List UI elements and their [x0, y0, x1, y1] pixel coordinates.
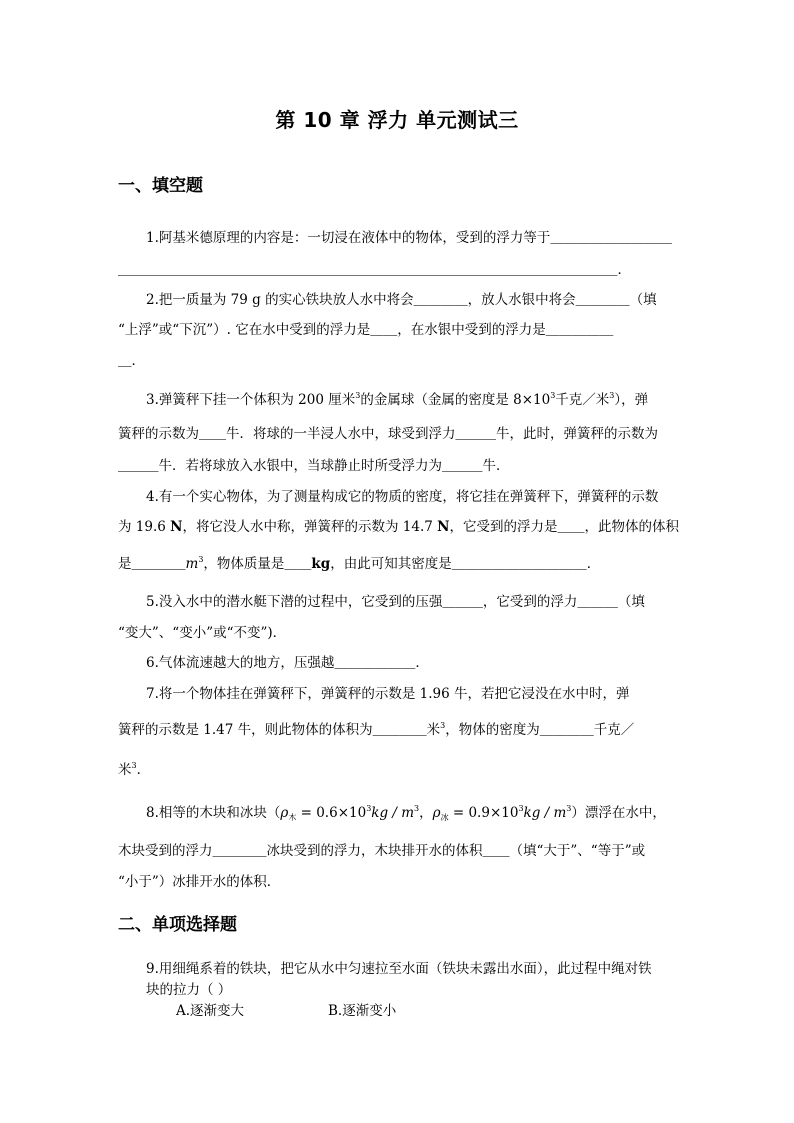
q7-line-3: 米$^3$．	[118, 761, 151, 778]
q2-line-1: 2.把一质量为 79 g 的实心铁块放人水中将会＿＿＿＿，放人水银中将会＿＿＿＿（填	[146, 292, 657, 308]
q8-text-2: ）漂浮在水中，	[571, 805, 666, 821]
q4-unit-n-2: N	[437, 519, 450, 535]
q4-text-6: ，由此可知其密度是＿＿＿＿＿＿＿＿＿＿．	[330, 556, 601, 572]
q2-line-3: ＿．	[118, 353, 145, 369]
q8-rho-1: ρ	[280, 805, 289, 821]
q9-option-b: B.逐渐变小	[328, 1003, 397, 1019]
q4-unit-kg: kg	[311, 556, 331, 572]
q8-text-1: 8.相等的木块和冰块（	[146, 805, 281, 821]
q2-line-2: “上浮”或“下沉”）. 它在水中受到的浮力是＿＿，在水银中受到的浮力是＿＿＿＿＿	[118, 322, 614, 338]
q3-line-2: 簧秤的示数为＿＿牛．将球的一半浸人水中，球受到浮力＿＿＿牛，此时，弹簧秤的示数为	[118, 426, 658, 442]
q3-text-4: ），弹	[614, 392, 649, 408]
q8-sup-1: 3	[366, 804, 372, 813]
q8-unit-1: kg / m	[371, 805, 415, 821]
q7-text-1: 簧秤的示数是 1.47 牛，则此物体的体积为＿＿＿＿米	[118, 722, 441, 738]
q4-line-2	[118, 521, 678, 535]
q4-text-5: ，物体质量是＿＿	[203, 556, 312, 572]
q8-sub-wood: 木	[288, 813, 297, 822]
q3-text-1: 3.弹簧秤下挂一个体积为 200 厘米	[146, 392, 356, 408]
q4-line-1: 4.有一个实心物体，为了测量构成它的物质的密度，将它挂在弹簧秤下，弹簧秤的示数	[146, 489, 659, 505]
q3-line-3: ＿＿＿牛．若将球放入水银中，当球静止时所受浮力为＿＿＿牛．	[118, 458, 510, 474]
q7-line-2	[118, 721, 678, 738]
q4-text-4: 是＿＿＿＿	[118, 556, 186, 572]
q8-line-3: “小于”）冰排开水的体积．	[118, 874, 281, 890]
q3-line-1	[146, 391, 678, 408]
q8-line-1: 8.相等的木块和冰块（$\rho_木 = 0.6\times 10^3kg / m^3$，$\rho_冰 = 0.9\times 10^3kg / m^3$）漂浮在水中，	[146, 804, 666, 822]
q3-text-3: 千克／米	[555, 392, 610, 408]
q4-sup: 3	[198, 555, 204, 564]
q4-unit-m: m	[185, 556, 199, 572]
section-heading-fill-in: 一、填空题	[118, 176, 203, 196]
q8-line-2: 木块受到的浮力＿＿＿＿冰块受到的浮力，木块排开水的体积＿＿（填“大于”、“等于”或	[118, 843, 646, 859]
q4-text-2: ，将它没人水中称，弹簧秤的示数为 14.7	[182, 519, 438, 535]
q8-eq-2: = 0.9×10	[448, 805, 519, 821]
q8-sup-4: 3	[566, 804, 572, 813]
q7-sup-2: 3	[131, 761, 137, 770]
q7-text-3: 米	[118, 762, 132, 778]
q8-unit-2: kg / m	[523, 805, 567, 821]
q8-sup-2: 3	[414, 804, 420, 813]
q4-text-3: ，它受到的浮力是＿＿，此物体的体积	[449, 519, 679, 535]
q8-sup-3: 3	[518, 804, 524, 813]
q3-sup-2: 3	[550, 391, 556, 400]
q9-line-1: 9.用细绳系着的铁块，把它从水中匀速拉至水面（铁块未露出水面），此过程中绳对铁	[146, 961, 652, 977]
q7-sup-1: 3	[440, 721, 446, 730]
q8-rho-2: ρ	[432, 805, 441, 821]
q4-unit-n-1: N	[170, 519, 183, 535]
q7-line-1: 7.将一个物体挂在弹簧秤下，弹簧秤的示数是 1.96 牛，若把它浸没在水中时，弹	[146, 686, 630, 702]
q5-line-2: “变大”、“变小”或“不变”)．	[118, 625, 287, 641]
q9-option-a: A.逐渐变大	[176, 1003, 245, 1019]
q6-line: 6.气体流速越大的地方，压强越＿＿＿＿＿＿．	[146, 655, 429, 671]
q1-line-1: 1.阿基米德原理的内容是：一切浸在液体中的物体，受到的浮力等于＿＿＿＿＿＿＿＿＿	[146, 230, 672, 246]
q1-line-2: ＿＿＿＿＿＿＿＿＿＿＿＿＿＿＿＿＿＿＿＿＿＿＿＿＿＿＿＿＿＿＿＿＿＿＿＿＿．	[118, 262, 631, 278]
q9-options	[176, 1005, 476, 1019]
q7-text-2: ，物体的密度为＿＿＿＿千克／	[445, 722, 635, 738]
q3-text-2: 的金属球（金属的密度是 8×10	[360, 392, 551, 408]
q5-line-1: 5.没入水中的潜水艇下潜的过程中，它受到的压强＿＿＿，它受到的浮力＿＿＿（填	[146, 594, 645, 610]
q9-line-2: 块的拉力（ ）	[146, 982, 232, 998]
q3-sup-3: 3	[609, 391, 615, 400]
q4-line-3	[118, 555, 678, 572]
q4-text-1: 为 19.6	[118, 519, 171, 535]
q3-sup-1: 3	[355, 391, 361, 400]
page-title: 第 10 章 浮力 单元测试三	[275, 108, 519, 132]
section-heading-single-choice: 二、单项选择题	[118, 915, 237, 935]
q8-eq-1: = 0.6×10	[296, 805, 367, 821]
q8-sub-ice: 冰	[440, 813, 449, 822]
